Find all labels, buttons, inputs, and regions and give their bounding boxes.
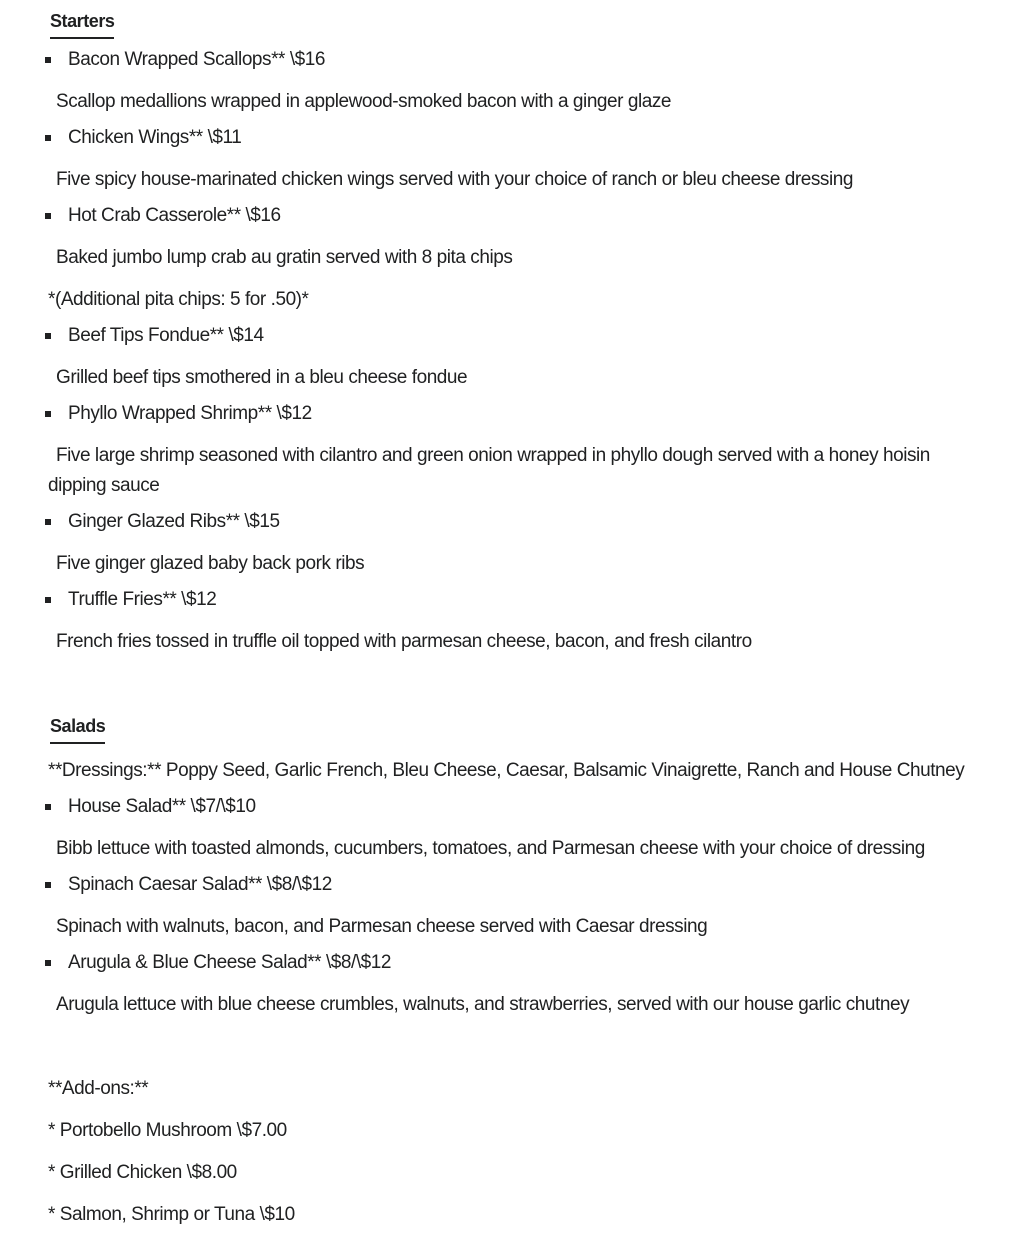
- dressings-line: **Dressings:** Poppy Seed, Garlic French, Bleu Cheese, Caesar, Balsamic Vinaigrette, Ranch and House Chutney: [48, 760, 965, 781]
- menu-item-truffle-fries: [0, 585, 978, 615]
- menu-item-description: Grilled beef tips smothered in a bleu cheese fondue: [56, 367, 468, 388]
- menu-item-chicken-wings: [0, 123, 978, 153]
- bullet-icon: [45, 57, 51, 63]
- menu-item-title: Beef Tips Fondue** \$14: [68, 325, 264, 346]
- menu-item-bacon-wrapped-scallops: [0, 45, 978, 75]
- menu-item-arugula-blue-cheese-salad: [0, 948, 978, 978]
- bullet-icon: [45, 960, 51, 966]
- menu-item-spinach-caesar-salad: [0, 870, 978, 900]
- menu-item-description: Arugula lettuce with blue cheese crumbles, walnuts, and strawberries, served with our house garlic chutney: [56, 994, 910, 1015]
- menu-item-description: Five large shrimp seasoned with cilantro and green onion wrapped in phyllo dough served with a honey hoisin dipping sauce: [48, 445, 930, 496]
- menu-item-description: Baked jumbo lump crab au gratin served with 8 pita chips: [56, 247, 513, 268]
- bullet-icon: [45, 213, 51, 219]
- bullet-icon: [45, 597, 51, 603]
- menu-item-title: Chicken Wings** \$11: [68, 127, 242, 148]
- bullet-icon: [45, 135, 51, 141]
- menu-item-title: Bacon Wrapped Scallops** \$16: [68, 49, 325, 70]
- menu-item-description: French fries tossed in truffle oil topped with parmesan cheese, bacon, and fresh cilantro: [56, 631, 752, 652]
- menu-item-title: House Salad** \$7/\$10: [68, 796, 256, 817]
- bullet-icon: [45, 519, 51, 525]
- pita-chips-note: *(Additional pita chips: 5 for .50)*: [48, 289, 309, 310]
- menu-item-description: Scallop medallions wrapped in applewood-smoked bacon with a ginger glaze: [56, 91, 672, 112]
- section-heading-starters: [50, 6, 978, 39]
- menu-item-title: Hot Crab Casserole** \$16: [68, 205, 281, 226]
- addon-option-portobello: * Portobello Mushroom \$7.00: [48, 1120, 287, 1141]
- menu-item-title: Ginger Glazed Ribs** \$15: [68, 511, 280, 532]
- menu-item-description: Five ginger glazed baby back pork ribs: [56, 553, 365, 574]
- menu-item-description: Spinach with walnuts, bacon, and Parmesan cheese served with Caesar dressing: [56, 916, 708, 937]
- menu-item-title: Arugula & Blue Cheese Salad** \$8/\$12: [68, 952, 392, 973]
- section-heading-salads: [50, 711, 978, 744]
- menu-item-title: Phyllo Wrapped Shrimp** \$12: [68, 403, 312, 424]
- addons-heading: **Add-ons:**: [48, 1078, 149, 1099]
- menu-item-phyllo-wrapped-shrimp: [0, 399, 978, 429]
- addon-option-grilled-chicken: * Grilled Chicken \$8.00: [48, 1162, 237, 1183]
- menu-item-beef-tips-fondue: [0, 321, 978, 351]
- menu-item-title: Truffle Fries** \$12: [68, 589, 217, 610]
- menu-item-house-salad: [0, 792, 978, 822]
- addon-option-salmon-shrimp-tuna: * Salmon, Shrimp or Tuna \$10: [48, 1204, 295, 1225]
- menu-item-ginger-glazed-ribs: [0, 507, 978, 537]
- menu-item-hot-crab-casserole: [0, 201, 978, 231]
- menu-item-description: Bibb lettuce with toasted almonds, cucumbers, tomatoes, and Parmesan cheese with your choice of dressing: [56, 838, 925, 859]
- bullet-icon: [45, 333, 51, 339]
- bullet-icon: [45, 411, 51, 417]
- bullet-icon: [45, 882, 51, 888]
- section-heading-salads-text: Salads: [50, 711, 105, 744]
- bullet-icon: [45, 804, 51, 810]
- menu-item-title: Spinach Caesar Salad** \$8/\$12: [68, 874, 332, 895]
- menu-document: [0, 6, 1010, 1230]
- menu-item-description: Five spicy house-marinated chicken wings served with your choice of ranch or bleu cheese dressing: [56, 169, 853, 190]
- section-heading-starters-text: Starters: [50, 6, 114, 39]
